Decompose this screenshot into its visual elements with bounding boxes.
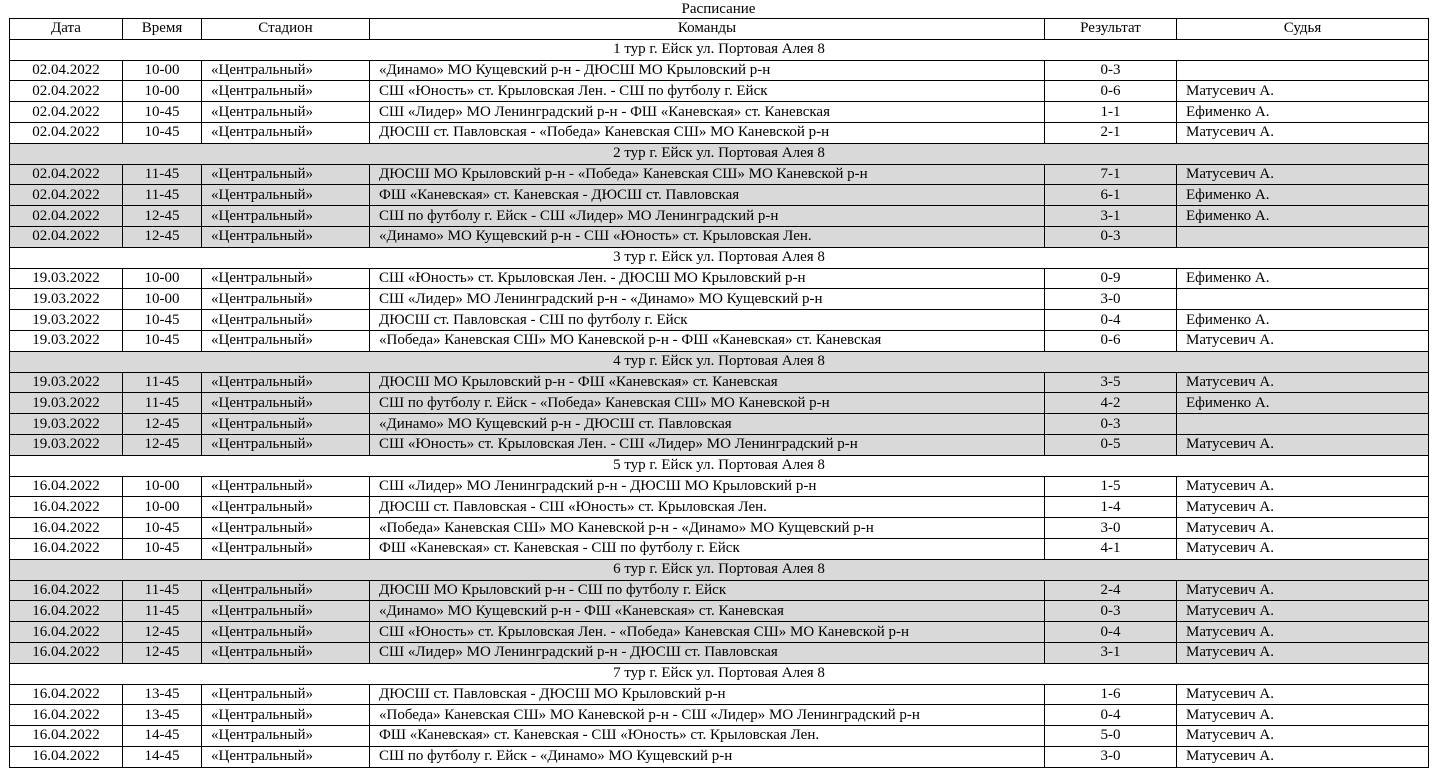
cell-result: 0-4 [1045, 310, 1177, 331]
cell-stadium: «Центральный» [202, 310, 370, 331]
table-row [10, 372, 1429, 393]
cell-stadium: «Центральный» [202, 580, 370, 601]
cell-teams: СШ «Юность» ст. Крыловская Лен. - СШ «Лидер» МО Ленинградский р-н [370, 434, 1045, 455]
cell-stadium: «Центральный» [202, 642, 370, 663]
cell-teams: ДЮСШ МО Крыловский р-н - ФШ «Каневская» ст. Каневская [370, 372, 1045, 393]
cell-referee: Матусевич А. [1177, 372, 1429, 393]
cell-date: 19.03.2022 [10, 330, 123, 351]
tour-header-row [10, 143, 1429, 164]
cell-date: 16.04.2022 [10, 684, 123, 705]
cell-teams: СШ «Лидер» МО Ленинградский р-н - ДЮСШ МО Крыловский р-н [370, 476, 1045, 497]
table-row [10, 206, 1429, 227]
cell-time: 10-00 [123, 497, 202, 518]
cell-teams: СШ по футболу г. Ейск - «Динамо» МО Кущевский р-н [370, 746, 1045, 767]
cell-result: 3-0 [1045, 746, 1177, 767]
cell-time: 12-45 [123, 206, 202, 227]
header-row [10, 19, 1429, 40]
cell-result: 0-3 [1045, 226, 1177, 247]
cell-time: 13-45 [123, 684, 202, 705]
schedule-table [9, 18, 1429, 768]
cell-teams: «Победа» Каневская СШ» МО Каневской р-н - ФШ «Каневская» ст. Каневская [370, 330, 1045, 351]
cell-referee [1177, 226, 1429, 247]
cell-referee [1177, 414, 1429, 435]
cell-stadium: «Центральный» [202, 226, 370, 247]
cell-teams: «Динамо» МО Кущевский р-н - ФШ «Каневская» ст. Каневская [370, 601, 1045, 622]
cell-referee: Матусевич А. [1177, 497, 1429, 518]
cell-teams: СШ «Лидер» МО Ленинградский р-н - ДЮСШ ст. Павловская [370, 642, 1045, 663]
cell-time: 10-45 [123, 330, 202, 351]
cell-referee: Ефименко А. [1177, 268, 1429, 289]
cell-stadium: «Центральный» [202, 497, 370, 518]
cell-time: 11-45 [123, 164, 202, 185]
cell-result: 0-3 [1045, 60, 1177, 81]
table-row [10, 102, 1429, 123]
schedule-body [10, 19, 1429, 768]
cell-referee: Ефименко А. [1177, 206, 1429, 227]
tour-label: 5 тур г. Ейск ул. Портовая Алея 8 [10, 455, 1429, 476]
cell-date: 16.04.2022 [10, 726, 123, 747]
table-row [10, 580, 1429, 601]
table-row [10, 518, 1429, 539]
header-referee: Судья [1177, 19, 1429, 40]
cell-teams: ДЮСШ ст. Павловская - «Победа» Каневская СШ» МО Каневской р-н [370, 122, 1045, 143]
cell-teams: ДЮСШ ст. Павловская - СШ по футболу г. Ейск [370, 310, 1045, 331]
cell-result: 3-1 [1045, 642, 1177, 663]
cell-result: 0-3 [1045, 601, 1177, 622]
cell-stadium: «Центральный» [202, 705, 370, 726]
cell-time: 12-45 [123, 622, 202, 643]
table-row [10, 746, 1429, 767]
cell-date: 16.04.2022 [10, 476, 123, 497]
cell-teams: СШ «Юность» ст. Крыловская Лен. - СШ по футболу г. Ейск [370, 81, 1045, 102]
cell-date: 02.04.2022 [10, 122, 123, 143]
table-row [10, 164, 1429, 185]
tour-header-row [10, 455, 1429, 476]
cell-stadium: «Центральный» [202, 414, 370, 435]
cell-referee: Матусевич А. [1177, 684, 1429, 705]
cell-date: 19.03.2022 [10, 393, 123, 414]
header-result: Результат [1045, 19, 1177, 40]
cell-stadium: «Центральный» [202, 726, 370, 747]
cell-referee: Матусевич А. [1177, 518, 1429, 539]
cell-date: 02.04.2022 [10, 60, 123, 81]
cell-result: 1-5 [1045, 476, 1177, 497]
table-row [10, 226, 1429, 247]
cell-time: 10-00 [123, 476, 202, 497]
cell-date: 19.03.2022 [10, 310, 123, 331]
tour-header-row [10, 39, 1429, 60]
cell-time: 12-45 [123, 414, 202, 435]
cell-stadium: «Центральный» [202, 518, 370, 539]
cell-teams: ФШ «Каневская» ст. Каневская - СШ «Юность» ст. Крыловская Лен. [370, 726, 1045, 747]
cell-teams: ДЮСШ ст. Павловская - ДЮСШ МО Крыловский р-н [370, 684, 1045, 705]
cell-time: 10-45 [123, 518, 202, 539]
cell-date: 16.04.2022 [10, 538, 123, 559]
cell-date: 19.03.2022 [10, 372, 123, 393]
cell-time: 10-00 [123, 81, 202, 102]
cell-result: 1-6 [1045, 684, 1177, 705]
header-date: Дата [10, 19, 123, 40]
cell-date: 16.04.2022 [10, 580, 123, 601]
cell-time: 12-45 [123, 642, 202, 663]
cell-date: 16.04.2022 [10, 601, 123, 622]
cell-teams: «Победа» Каневская СШ» МО Каневской р-н - СШ «Лидер» МО Ленинградский р-н [370, 705, 1045, 726]
cell-teams: ДЮСШ ст. Павловская - СШ «Юность» ст. Крыловская Лен. [370, 497, 1045, 518]
cell-referee: Ефименко А. [1177, 310, 1429, 331]
cell-stadium: «Центральный» [202, 622, 370, 643]
cell-result: 0-6 [1045, 330, 1177, 351]
cell-date: 16.04.2022 [10, 622, 123, 643]
cell-time: 11-45 [123, 185, 202, 206]
cell-result: 1-4 [1045, 497, 1177, 518]
cell-teams: «Победа» Каневская СШ» МО Каневской р-н - «Динамо» МО Кущевский р-н [370, 518, 1045, 539]
cell-date: 02.04.2022 [10, 206, 123, 227]
table-row [10, 538, 1429, 559]
page-title: Расписание [681, 1, 756, 17]
cell-date: 02.04.2022 [10, 226, 123, 247]
cell-teams: СШ «Лидер» МО Ленинградский р-н - «Динамо» МО Кущевский р-н [370, 289, 1045, 310]
cell-referee: Матусевич А. [1177, 538, 1429, 559]
header-teams: Команды [370, 19, 1045, 40]
cell-teams: ДЮСШ МО Крыловский р-н - «Победа» Каневская СШ» МО Каневской р-н [370, 164, 1045, 185]
cell-teams: ДЮСШ МО Крыловский р-н - СШ по футболу г. Ейск [370, 580, 1045, 601]
tour-header-row [10, 663, 1429, 684]
cell-result: 3-0 [1045, 289, 1177, 310]
cell-time: 10-45 [123, 102, 202, 123]
cell-stadium: «Центральный» [202, 206, 370, 227]
table-row [10, 185, 1429, 206]
tour-label: 6 тур г. Ейск ул. Портовая Алея 8 [10, 559, 1429, 580]
cell-stadium: «Центральный» [202, 122, 370, 143]
cell-referee: Матусевич А. [1177, 81, 1429, 102]
table-row [10, 81, 1429, 102]
tour-label: 3 тур г. Ейск ул. Портовая Алея 8 [10, 247, 1429, 268]
cell-referee: Матусевич А. [1177, 434, 1429, 455]
cell-stadium: «Центральный» [202, 81, 370, 102]
tour-label: 7 тур г. Ейск ул. Портовая Алея 8 [10, 663, 1429, 684]
cell-stadium: «Центральный» [202, 601, 370, 622]
cell-result: 2-4 [1045, 580, 1177, 601]
cell-teams: ФШ «Каневская» ст. Каневская - СШ по футболу г. Ейск [370, 538, 1045, 559]
cell-time: 11-45 [123, 601, 202, 622]
watermark [1241, 727, 1431, 767]
tour-header-row [10, 247, 1429, 268]
cell-teams: СШ «Юность» ст. Крыловская Лен. - «Победа» Каневская СШ» МО Каневской р-н [370, 622, 1045, 643]
table-row [10, 393, 1429, 414]
cell-referee: Матусевич А. [1177, 601, 1429, 622]
table-row [10, 414, 1429, 435]
cell-time: 10-45 [123, 122, 202, 143]
cell-date: 19.03.2022 [10, 434, 123, 455]
cell-referee [1177, 289, 1429, 310]
cell-stadium: «Центральный» [202, 476, 370, 497]
cell-result: 5-0 [1045, 726, 1177, 747]
cell-date: 02.04.2022 [10, 164, 123, 185]
cell-time: 10-00 [123, 268, 202, 289]
cell-result: 3-0 [1045, 518, 1177, 539]
cell-teams: «Динамо» МО Кущевский р-н - ДЮСШ МО Крыловский р-н [370, 60, 1045, 81]
cell-stadium: «Центральный» [202, 393, 370, 414]
cell-date: 19.03.2022 [10, 414, 123, 435]
cell-result: 4-1 [1045, 538, 1177, 559]
cell-stadium: «Центральный» [202, 60, 370, 81]
cell-time: 10-45 [123, 310, 202, 331]
cell-referee: Матусевич А. [1177, 726, 1429, 747]
table-row [10, 268, 1429, 289]
cell-result: 0-4 [1045, 705, 1177, 726]
cell-stadium: «Центральный» [202, 102, 370, 123]
tour-header-row [10, 559, 1429, 580]
cell-date: 02.04.2022 [10, 81, 123, 102]
cell-result: 0-3 [1045, 414, 1177, 435]
cell-time: 14-45 [123, 726, 202, 747]
cell-referee: Матусевич А. [1177, 330, 1429, 351]
cell-time: 10-00 [123, 60, 202, 81]
cell-referee: Матусевич А. [1177, 164, 1429, 185]
cell-date: 02.04.2022 [10, 102, 123, 123]
table-row [10, 497, 1429, 518]
cell-referee: Матусевич А. [1177, 622, 1429, 643]
cell-stadium: «Центральный» [202, 684, 370, 705]
cell-stadium: «Центральный» [202, 372, 370, 393]
cell-teams: ФШ «Каневская» ст. Каневская - ДЮСШ ст. Павловская [370, 185, 1045, 206]
table-row [10, 330, 1429, 351]
table-row [10, 601, 1429, 622]
cell-time: 14-45 [123, 746, 202, 767]
cell-date: 02.04.2022 [10, 185, 123, 206]
cell-stadium: «Центральный» [202, 538, 370, 559]
cell-result: 2-1 [1045, 122, 1177, 143]
cell-stadium: «Центральный» [202, 746, 370, 767]
tour-label: 4 тур г. Ейск ул. Портовая Алея 8 [10, 351, 1429, 372]
tour-header-row [10, 351, 1429, 372]
cell-time: 10-45 [123, 538, 202, 559]
cell-stadium: «Центральный» [202, 289, 370, 310]
cell-teams: СШ «Юность» ст. Крыловская Лен. - ДЮСШ МО Крыловский р-н [370, 268, 1045, 289]
cell-time: 11-45 [123, 372, 202, 393]
cell-date: 19.03.2022 [10, 289, 123, 310]
header-time: Время [123, 19, 202, 40]
cell-result: 3-1 [1045, 206, 1177, 227]
cell-result: 1-1 [1045, 102, 1177, 123]
table-row [10, 642, 1429, 663]
cell-result: 6-1 [1045, 185, 1177, 206]
cell-date: 16.04.2022 [10, 642, 123, 663]
cell-referee: Ефименко А. [1177, 102, 1429, 123]
table-row [10, 310, 1429, 331]
cell-result: 4-2 [1045, 393, 1177, 414]
table-row [10, 434, 1429, 455]
table-row [10, 705, 1429, 726]
cell-time: 12-45 [123, 434, 202, 455]
cell-teams: «Динамо» МО Кущевский р-н - СШ «Юность» ст. Крыловская Лен. [370, 226, 1045, 247]
cell-date: 16.04.2022 [10, 746, 123, 767]
table-row [10, 122, 1429, 143]
cell-teams: СШ по футболу г. Ейск - СШ «Лидер» МО Ленинградский р-н [370, 206, 1045, 227]
cell-teams: СШ «Лидер» МО Ленинградский р-н - ФШ «Каневская» ст. Каневская [370, 102, 1045, 123]
cell-referee [1177, 60, 1429, 81]
header-stadium: Стадион [202, 19, 370, 40]
cell-result: 0-9 [1045, 268, 1177, 289]
tour-label: 1 тур г. Ейск ул. Портовая Алея 8 [10, 39, 1429, 60]
cell-referee: Ефименко А. [1177, 393, 1429, 414]
cell-referee: Ефименко А. [1177, 185, 1429, 206]
cell-date: 16.04.2022 [10, 518, 123, 539]
cell-time: 10-00 [123, 289, 202, 310]
cell-time: 11-45 [123, 580, 202, 601]
cell-date: 19.03.2022 [10, 268, 123, 289]
cell-referee: Матусевич А. [1177, 476, 1429, 497]
cell-time: 13-45 [123, 705, 202, 726]
cell-date: 16.04.2022 [10, 497, 123, 518]
cell-stadium: «Центральный» [202, 268, 370, 289]
cell-stadium: «Центральный» [202, 164, 370, 185]
cell-referee: Матусевич А. [1177, 746, 1429, 767]
cell-teams: СШ по футболу г. Ейск - «Победа» Каневская СШ» МО Каневской р-н [370, 393, 1045, 414]
cell-time: 11-45 [123, 393, 202, 414]
cell-referee: Матусевич А. [1177, 580, 1429, 601]
cell-result: 0-6 [1045, 81, 1177, 102]
table-row [10, 684, 1429, 705]
tour-label: 2 тур г. Ейск ул. Портовая Алея 8 [10, 143, 1429, 164]
cell-stadium: «Центральный» [202, 330, 370, 351]
cell-stadium: «Центральный» [202, 185, 370, 206]
cell-teams: «Динамо» МО Кущевский р-н - ДЮСШ ст. Павловская [370, 414, 1045, 435]
cell-stadium: «Центральный» [202, 434, 370, 455]
cell-referee: Матусевич А. [1177, 642, 1429, 663]
cell-result: 0-4 [1045, 622, 1177, 643]
cell-date: 16.04.2022 [10, 705, 123, 726]
table-row [10, 60, 1429, 81]
cell-time: 12-45 [123, 226, 202, 247]
cell-referee: Матусевич А. [1177, 122, 1429, 143]
cell-result: 7-1 [1045, 164, 1177, 185]
cell-result: 3-5 [1045, 372, 1177, 393]
cell-referee: Матусевич А. [1177, 705, 1429, 726]
table-row [10, 289, 1429, 310]
table-row [10, 726, 1429, 747]
table-row [10, 476, 1429, 497]
table-row [10, 622, 1429, 643]
cell-result: 0-5 [1045, 434, 1177, 455]
